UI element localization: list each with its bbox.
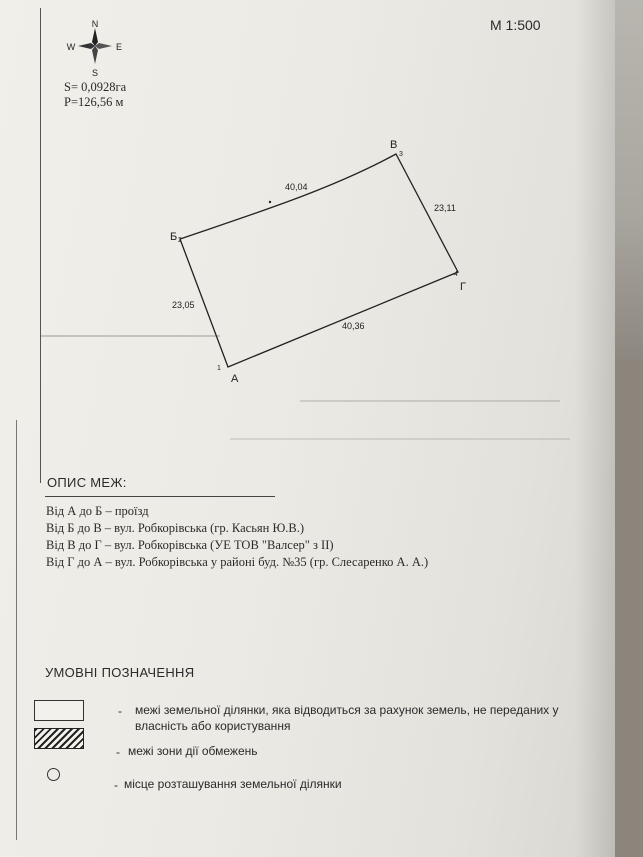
- compass-south: S: [91, 68, 99, 78]
- side-ab-length: 23,05: [172, 300, 195, 310]
- legend-dash-3: -: [114, 778, 118, 792]
- scale-label: М 1:500: [490, 17, 541, 33]
- boundaries-heading: ОПИС МЕЖ:: [47, 475, 127, 490]
- plot-outline: [180, 154, 458, 367]
- legend-location-circle-icon: [47, 768, 60, 781]
- vertex-v-number: 3: [399, 151, 403, 158]
- legend-plot-boundary-symbol: [34, 700, 84, 721]
- boundary-line-4: Від Г до А – вул. Робкорівська у районі буд. №35 (гр. Слесаренко А. А.): [46, 555, 429, 569]
- legend-text-3: місце розташування земельної ділянки: [124, 777, 342, 791]
- vertex-g-number: 4: [454, 271, 458, 278]
- vertex-b-number: 2: [178, 237, 182, 244]
- vertex-b-label: Б: [170, 231, 178, 243]
- boundary-line-3: Від В до Г – вул. Робкорівська (УЕ ТОВ "Валсер" з ІІ): [46, 538, 334, 552]
- compass-east: E: [115, 42, 123, 52]
- side-ga-length: 40,36: [342, 321, 365, 331]
- side-vg-length: 23,11: [434, 203, 456, 213]
- vertex-g-label: Г: [460, 281, 466, 293]
- scan-streak: [230, 438, 570, 440]
- vertex-a-label: А: [231, 373, 239, 385]
- frame-border-line-lower: [16, 420, 17, 840]
- heading-underline: [45, 496, 275, 497]
- vertex-v-label: В: [390, 139, 398, 151]
- compass-north: N: [91, 20, 99, 29]
- legend-text-2: межі зони дії обмежень: [128, 744, 258, 758]
- legend-text-1b: власність або користування: [135, 719, 291, 733]
- legend-text-1a: межі земельної ділянки, яка відводиться за рахунок земель, не переданих у: [135, 703, 559, 717]
- compass-west: W: [66, 42, 76, 52]
- legend-heading: УМОВНІ ПОЗНАЧЕННЯ: [45, 665, 195, 680]
- survey-point-mark: [269, 201, 271, 203]
- boundary-line-1: Від А до Б – проїзд: [46, 504, 149, 518]
- perimeter-value: P=126,56 м: [64, 95, 124, 109]
- legend-restriction-zone-symbol: [34, 728, 84, 749]
- area-value: S= 0,0928га: [64, 80, 127, 94]
- side-bv-length: 40,04: [285, 182, 308, 192]
- boundary-line-2: Від Б до В – вул. Робкорівська (гр. Касьян Ю.В.): [46, 521, 305, 535]
- legend-dash-1: -: [118, 704, 122, 718]
- vertex-a-number: 1: [217, 365, 221, 372]
- legend-dash-2: -: [116, 745, 120, 759]
- land-plot-plan: [0, 0, 643, 420]
